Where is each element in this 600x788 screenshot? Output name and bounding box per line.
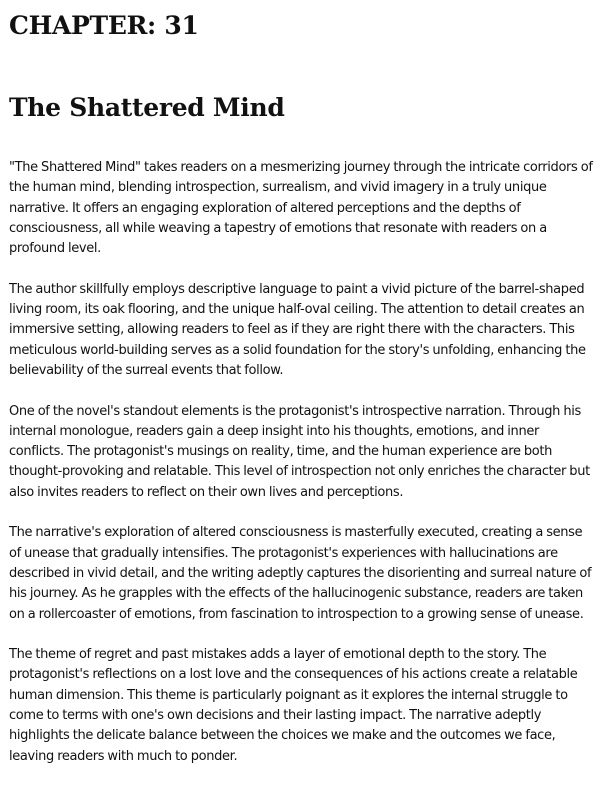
body-paragraph: The author skillfully employs descriptive language to paint a vivid picture of the barrel-shaped living room, its oak flooring, and the unique half-oval ceiling. The attention to detail creates an immersive setting, allowing readers to feel as if they are right there with the characters. This meticulous world-building serves as a solid foundation for the story's unfolding, enhancing the believability of the surreal events that follow. (9, 281, 586, 378)
body-paragraph: "The Shattered Mind" takes readers on a mesmerizing journey through the intricate corridors of the human mind, blending introspection, surrealism, and vivid imagery in a truly unique narrative. It offers an engaging exploration of altered perceptions and the depths of consciousness, all while weaving a tapestry of emotions that resonate with readers on a profound level. (9, 160, 593, 257)
body-paragraph: The narrative's exploration of altered consciousness is masterfully executed, creating a sense of unease that gradually intensifies. The protagonist's experiences with hallucinations are described in vivid detail, and the writing adeptly captures the disorienting and surreal nature of his journey. As he grapples with the effects of the hallucinogenic substance, readers are taken on a rollercoaster of emotions, from fascination to introspection to a growing sense of unease. (9, 525, 592, 622)
chapter-body (9, 158, 594, 767)
chapter-title: The Shattered Mind (9, 93, 285, 122)
body-paragraph: One of the novel's standout elements is the protagonist's introspective narration. Through his internal monologue, readers gain a deep insight into his thoughts, emotions, and inner conflicts. The protagonist's musings on reality, time, and the human experience are both thought-provoking and relatable. This level of introspection not only enriches the character but also invites readers to reflect on their own lives and perceptions. (9, 403, 590, 500)
body-paragraph: The theme of regret and past mistakes adds a layer of emotional depth to the story. The protagonist's reflections on a lost love and the consequences of his actions create a relatable human dimension. This theme is particularly poignant as it explores the internal struggle to come to terms with one's own decisions and their lasting impact. The narrative adeptly highlights the delicate balance between the choices we make and the outcomes we face, leaving readers with much to ponder. (9, 647, 578, 764)
chapter-heading: CHAPTER: 31 (9, 11, 199, 40)
